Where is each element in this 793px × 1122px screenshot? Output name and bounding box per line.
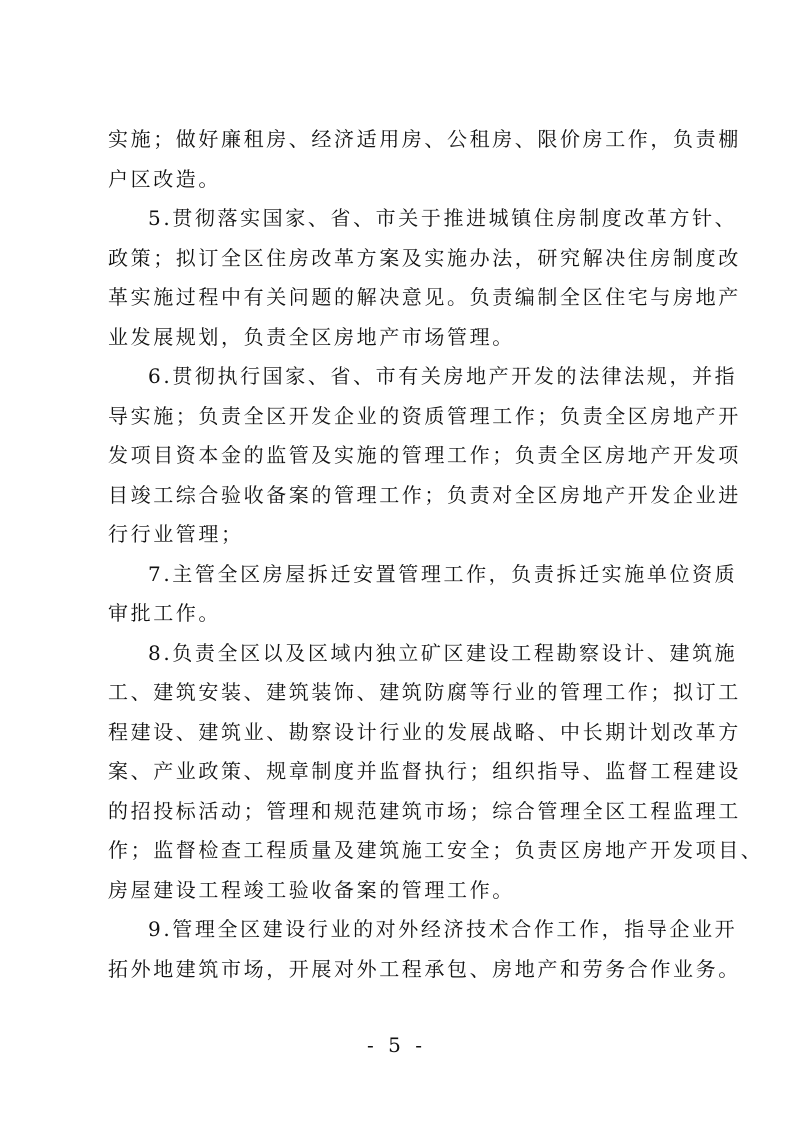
text-line: 工、建筑安装、建筑装饰、建筑防腐等行业的管理工作；拟订工 [108,680,741,704]
text-line: 目竣工综合验收备案的管理工作；负责对全区房地产开发企业进 [108,482,741,507]
text-line: 拓外地建筑市场，开展对外工程承包、房地产和劳务合作业务。 [108,956,741,981]
text-line: 业发展规划，负责全区房地产市场管理。 [108,324,515,349]
paragraph-item-7 [108,555,738,634]
text-line: 革实施过程中有关问题的解决意见。负责编制全区住宅与房地产 [108,285,741,309]
text-line: 6.贯彻执行国家、省、市有关房地产开发的法律法规，并指 [148,364,738,388]
paragraph-item-5 [108,199,741,357]
text-line: 案、产业政策、规章制度并监督执行；组织指导、监督工程建设 [108,759,741,783]
page-number: - 5 - [367,1033,426,1057]
text-line: 9.管理全区建设行业的对外经济技术合作工作，指导企业开 [148,917,738,941]
paragraph-item-8 [108,634,764,911]
paragraph-item-9 [108,910,741,989]
text-line: 的招投标活动；管理和规范建筑市场；综合管理全区工程监理工 [108,798,741,823]
text-line: 发项目资本金的监管及实施的管理工作；负责全区房地产开发项 [108,443,741,467]
text-line: 5.贯彻落实国家、省、市关于推进城镇住房制度改革方针、 [148,206,738,230]
document-body [108,120,764,989]
text-line: 7.主管全区房屋拆迁安置管理工作，负责拆迁实施单位资质 [148,561,738,586]
text-line: 8.负责全区以及区域内独立矿区建设工程勘察设计、建筑施 [148,640,738,665]
text-line: 户区改造。 [108,166,221,191]
text-line: 审批工作。 [108,601,221,625]
text-line: 作；监督检查工程质量及建筑施工安全；负责区房地产开发项目、 [108,838,764,862]
text-line: 实施；做好廉租房、经济适用房、公租房、限价房工作，负责棚 [108,127,741,151]
text-line: 导实施；负责全区开发企业的资质管理工作；负责全区房地产开 [108,403,741,428]
paragraph-continuation [108,120,741,199]
paragraph-item-6 [108,357,741,555]
text-line: 政策；拟订全区住房改革方案及实施办法，研究解决住房制度改 [108,245,741,270]
text-line: 房屋建设工程竣工验收备案的管理工作。 [108,877,515,902]
text-line: 程建设、建筑业、勘察设计行业的发展战略、中长期计划改革方 [108,719,741,744]
text-line: 行行业管理； [108,522,244,546]
